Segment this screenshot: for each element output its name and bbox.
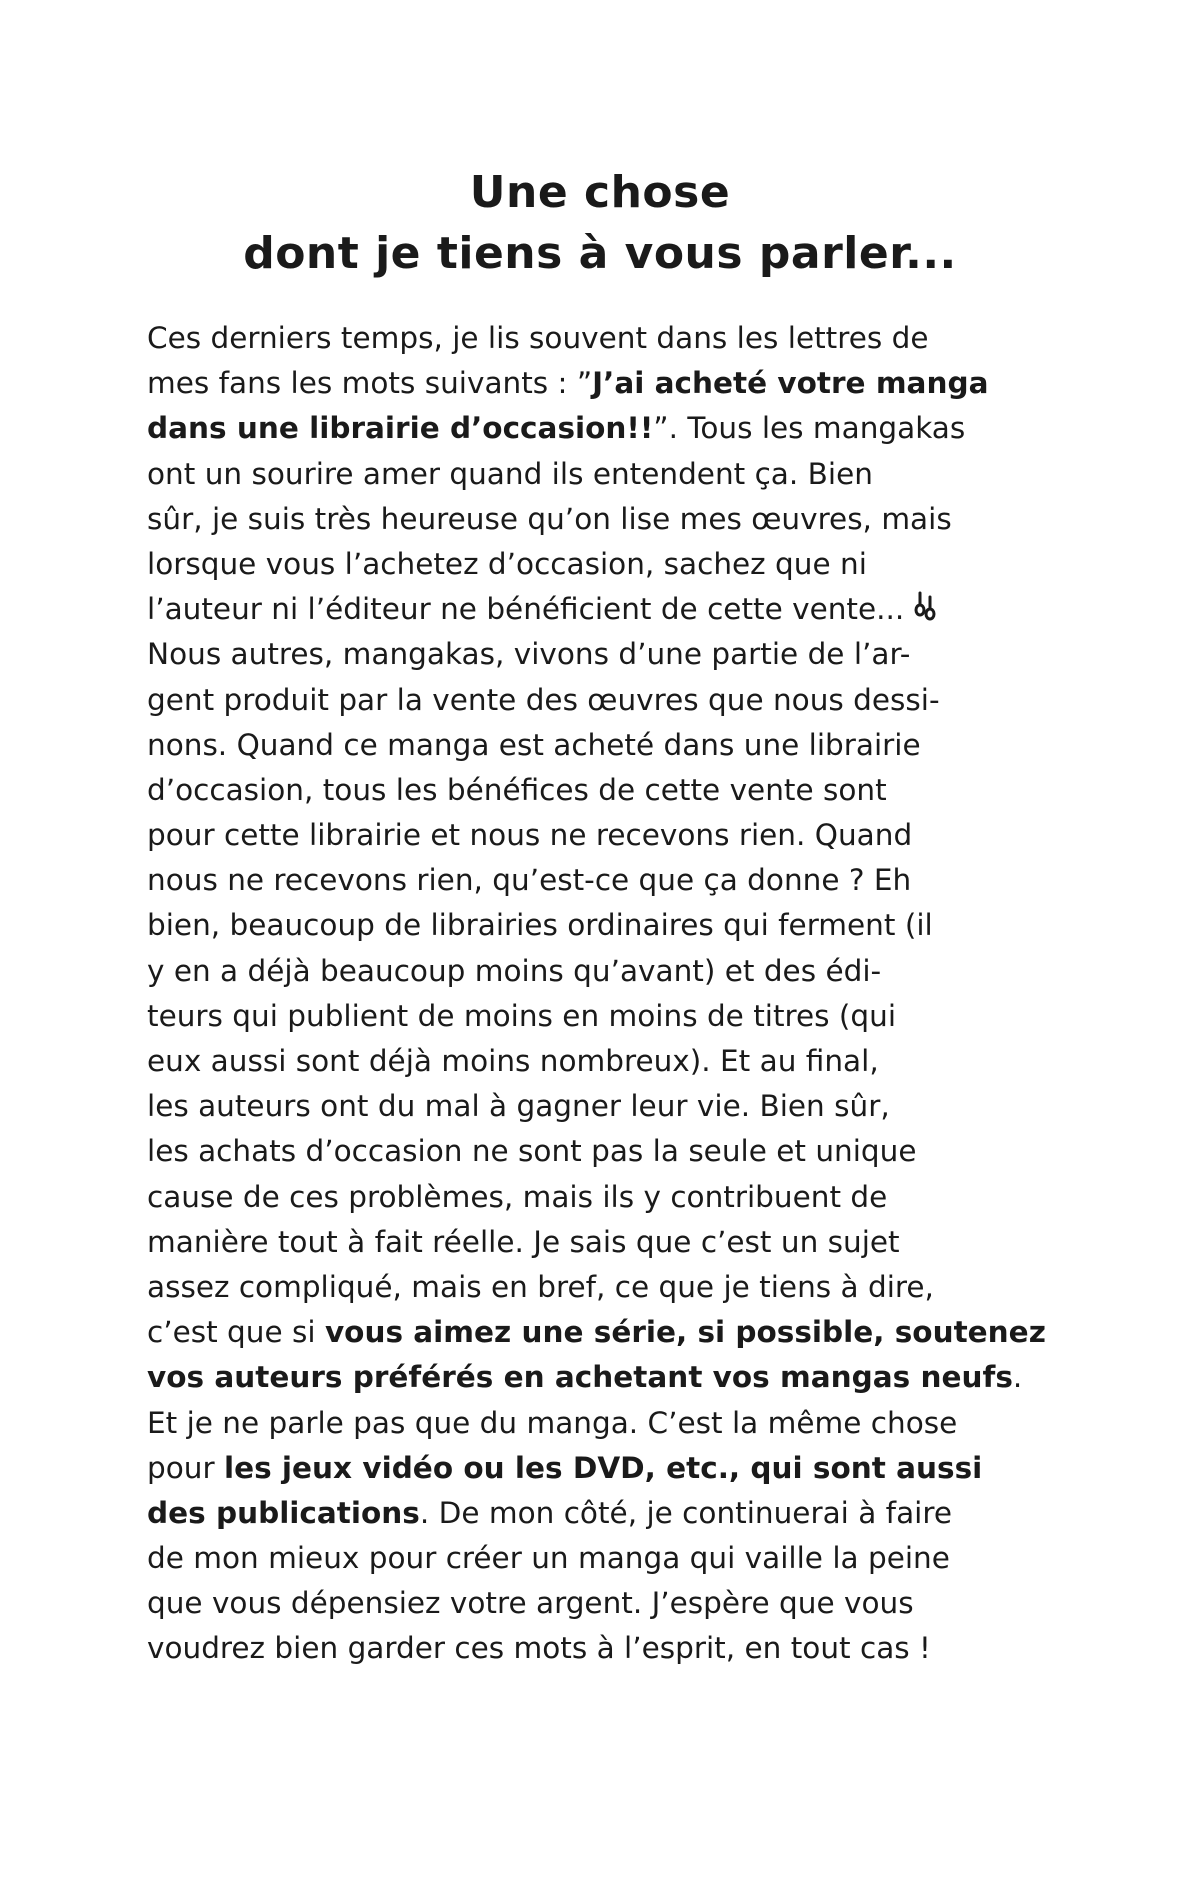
text-span: c’est que si	[147, 1315, 325, 1350]
text-span: lorsque vous l’achetez d’occasion, sachez que ni	[147, 546, 867, 581]
text-span: gent produit par la vente des œuvres que nous dessi-	[147, 682, 940, 717]
text-span: mes fans les mots suivants : ”	[147, 366, 593, 401]
text-span: cause de ces problèmes, mais ils y contribuent de	[147, 1179, 888, 1214]
text-line	[147, 1581, 1087, 1626]
text-span: eux aussi sont déjà moins nombreux). Et au final,	[147, 1044, 879, 1078]
text-span: . De mon côté, je continuerai à faire	[419, 1495, 952, 1530]
text-line	[147, 1129, 1087, 1174]
text-span: teurs qui publient de moins en moins de titres (qui	[147, 998, 897, 1033]
text-span: nons. Quand ce manga est acheté dans une librairie	[147, 727, 921, 762]
text-line	[147, 1310, 1087, 1355]
text-span: voudrez bien garder ces mots à l’esprit, en tout cas !	[147, 1631, 931, 1666]
text-line	[147, 1039, 1087, 1084]
text-span: que vous dépensiez votre argent. J’espère que vous	[147, 1586, 914, 1621]
text-span: Ces derniers temps, je lis souvent dans les lettres de	[147, 321, 929, 355]
text-line	[147, 858, 1087, 903]
text-span: assez compliqué, mais en bref, ce que je tiens à dire,	[147, 1269, 934, 1304]
text-span: sûr, je suis très heureuse qu’on lise mes œuvres, mais	[147, 501, 952, 536]
text-line	[147, 1265, 1087, 1310]
text-line	[147, 678, 1087, 723]
text-line	[147, 361, 1087, 406]
text-line	[147, 632, 1087, 677]
text-line	[147, 813, 1087, 858]
bold-text: vos auteurs préférés en achetant vos mangas neufs	[147, 1360, 1013, 1395]
text-line	[147, 1626, 1087, 1671]
bold-text: dans une librairie d’occasion!!	[147, 411, 654, 446]
text-span: l’auteur ni l’éditeur ne bénéficient de cette vente...	[147, 592, 905, 627]
text-span: .	[1012, 1360, 1023, 1395]
bold-text: vous aimez une série, si possible, soutenez	[324, 1315, 1046, 1350]
text-line	[147, 903, 1087, 948]
text-span: manière tout à fait réelle. Je sais que c’est un sujet	[147, 1224, 900, 1259]
text-line	[147, 1401, 1087, 1446]
title-line-1: Une chose	[469, 167, 731, 218]
text-line	[147, 723, 1087, 768]
text-line	[147, 1536, 1087, 1581]
text-line	[147, 1446, 1087, 1491]
text-span: y en a déjà beaucoup moins qu’avant) et des édi-	[147, 953, 882, 988]
text-span: les auteurs ont du mal à gagner leur vie. Bien sûr,	[147, 1089, 890, 1124]
body-text	[147, 316, 1087, 1672]
text-line	[147, 1355, 1087, 1400]
text-span: ”. Tous les mangakas	[653, 411, 966, 446]
title-line-2: dont je tiens à vous parler...	[243, 228, 957, 279]
text-line	[147, 452, 1087, 497]
text-span: Nous autres, mangakas, vivons d’une partie de l’ar-	[147, 637, 911, 672]
text-line	[147, 1220, 1087, 1265]
text-line	[147, 542, 1087, 587]
bold-text: J’ai acheté votre manga	[592, 366, 989, 401]
text-line	[147, 1491, 1087, 1536]
text-span: Et je ne parle pas que du manga. C’est la même chose	[147, 1405, 958, 1440]
text-line	[147, 994, 1087, 1039]
text-span: d’occasion, tous les bénéfices de cette vente sont	[147, 772, 887, 807]
text-span: ont un sourire amer quand ils entendent ça. Bien	[147, 456, 873, 491]
sweat-drop-icon	[914, 589, 936, 634]
text-span: les achats d’occasion ne sont pas la seule et unique	[147, 1134, 917, 1169]
text-line	[147, 587, 1087, 632]
text-line	[147, 497, 1087, 542]
text-span: nous ne recevons rien, qu’est-ce que ça donne ? Eh	[147, 863, 912, 898]
bold-text: des publications	[147, 1495, 420, 1530]
text-span: pour cette librairie et nous ne recevons rien. Quand	[147, 818, 913, 853]
text-span: de mon mieux pour créer un manga qui vaille la peine	[147, 1541, 950, 1576]
text-line	[147, 406, 1087, 451]
page-title	[0, 162, 1200, 284]
text-line	[147, 1084, 1087, 1129]
text-span: bien, beaucoup de librairies ordinaires qui ferment (il	[147, 908, 933, 943]
text-line	[147, 949, 1087, 994]
text-line	[147, 768, 1087, 813]
bold-text: les jeux vidéo ou les DVD, etc., qui sont aussi	[223, 1450, 983, 1485]
text-line	[147, 316, 1087, 361]
text-line	[147, 1175, 1087, 1220]
text-span: pour	[147, 1450, 224, 1485]
